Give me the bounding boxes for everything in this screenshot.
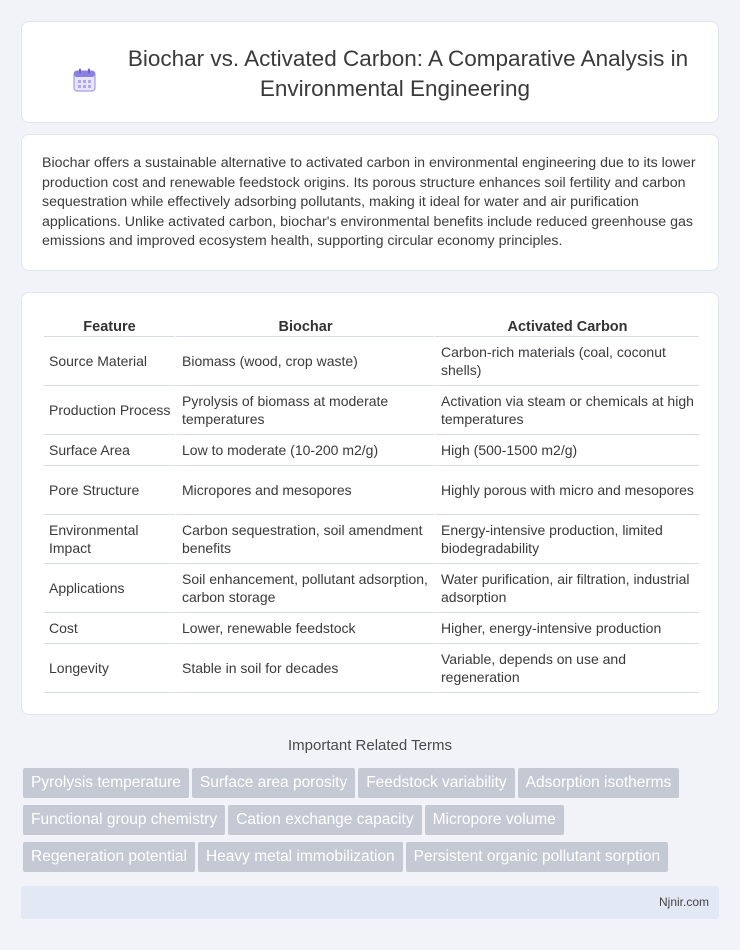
table-cell: Water purification, air filtration, industrial adsorption: [434, 564, 699, 613]
related-term-tag[interactable]: Persistent organic pollutant sorption: [406, 842, 668, 872]
column-header: Biochar: [175, 315, 434, 337]
table-cell: Highly porous with micro and mesopores: [434, 466, 699, 515]
table-cell: Pore Structure: [44, 466, 175, 515]
table-cell: Applications: [44, 564, 175, 613]
table-cell: Low to moderate (10-200 m2/g): [175, 435, 434, 466]
related-term-tag[interactable]: Surface area porosity: [192, 768, 355, 798]
table-row: [44, 435, 699, 466]
intro-card: [21, 134, 719, 271]
table-cell: Stable in soil for decades: [175, 644, 434, 693]
table-cell: Activation via steam or chemicals at high temperatures: [434, 386, 699, 435]
table-cell: Energy-intensive production, limited biodegradability: [434, 515, 699, 564]
table-cell: Carbon-rich materials (coal, coconut shells): [434, 337, 699, 386]
table-row: [44, 337, 699, 386]
table-row: [44, 644, 699, 693]
table-cell: Environmental Impact: [44, 515, 175, 564]
table-cell: Source Material: [44, 337, 175, 386]
related-term-tag[interactable]: Micropore volume: [425, 805, 564, 835]
column-header: Activated Carbon: [434, 315, 699, 337]
related-term-tag[interactable]: Feedstock variability: [358, 768, 514, 798]
related-term-tag[interactable]: Cation exchange capacity: [228, 805, 422, 835]
table-cell: Higher, energy-intensive production: [434, 613, 699, 644]
table-row: [44, 466, 699, 515]
related-term-tag[interactable]: Adsorption isotherms: [518, 768, 680, 798]
table-cell: High (500-1500 m2/g): [434, 435, 699, 466]
table-cell: Carbon sequestration, soil amendment benefits: [175, 515, 434, 564]
table-row: [44, 613, 699, 644]
table-cell: Micropores and mesopores: [175, 466, 434, 515]
table-header-row: [44, 315, 699, 337]
related-terms-list: [23, 768, 723, 879]
related-term-tag[interactable]: Functional group chemistry: [23, 805, 225, 835]
table-row: [44, 386, 699, 435]
title-card: [21, 21, 719, 123]
table-row: [44, 515, 699, 564]
footer: [21, 886, 719, 919]
table-cell: Biomass (wood, crop waste): [175, 337, 434, 386]
comparison-table-card: [21, 292, 719, 715]
table-cell: Pyrolysis of biomass at moderate temperatures: [175, 386, 434, 435]
column-header: Feature: [44, 315, 175, 337]
comparison-table: [44, 315, 699, 693]
table-cell: Production Process: [44, 386, 175, 435]
table-cell: Variable, depends on use and regeneration: [434, 644, 699, 693]
related-term-tag[interactable]: Regeneration potential: [23, 842, 195, 872]
table-cell: Longevity: [44, 644, 175, 693]
related-term-tag[interactable]: Heavy metal immobilization: [198, 842, 403, 872]
related-terms-title: Important Related Terms: [288, 737, 452, 754]
table-row: [44, 564, 699, 613]
table-cell: Surface Area: [44, 435, 175, 466]
related-term-tag[interactable]: Pyrolysis temperature: [23, 768, 189, 798]
table-cell: Cost: [44, 613, 175, 644]
page-title: Biochar vs. Activated Carbon: A Comparative Analysis in Environmental Engineering: [127, 46, 689, 101]
intro-paragraph: Biochar offers a sustainable alternative to activated carbon in environmental engineering due to its lower production cost and renewable feedstock origins. Its porous structure enhances soil fertility and carbon sequestration while effectively adsorbing pollutants, making it ideal for water and air purification applications. Unlike activated carbon, biochar's environmental benefits include reduced greenhouse gas emissions and improved ecosystem health, supporting circular economy principles.: [42, 155, 696, 250]
footer-site-link[interactable]: Njnir.com: [658, 895, 709, 909]
table-cell: Soil enhancement, pollutant adsorption, carbon storage: [175, 564, 434, 613]
table-cell: Lower, renewable feedstock: [175, 613, 434, 644]
